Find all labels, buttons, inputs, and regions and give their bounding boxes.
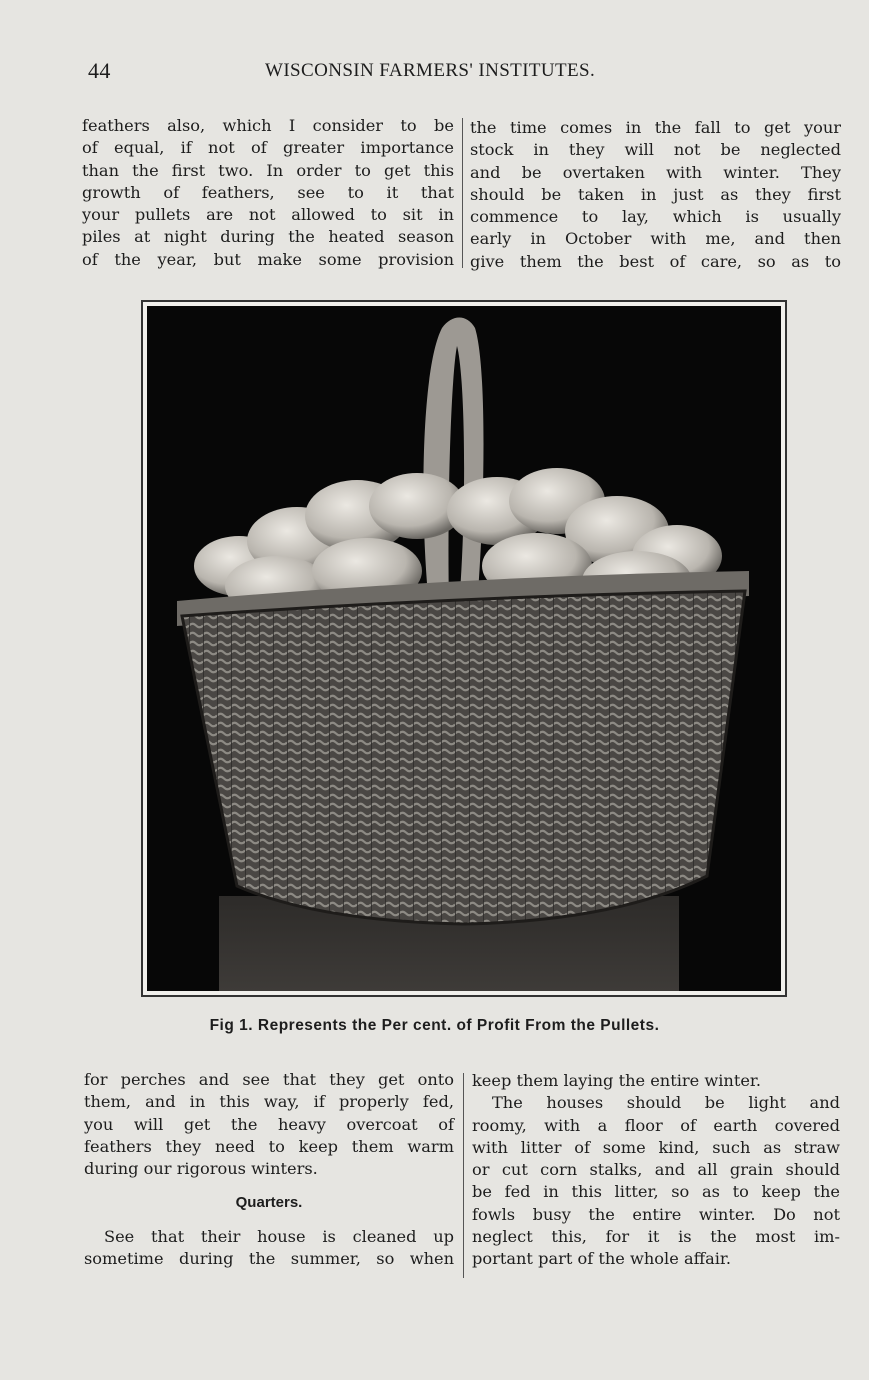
text-line: during our rigorous winters. bbox=[84, 1159, 318, 1179]
text-column-bottom-left bbox=[84, 1069, 454, 1270]
text-line: early in October with me, and then bbox=[470, 229, 841, 249]
column-divider bbox=[463, 1073, 464, 1278]
running-head: WISCONSIN FARMERS' INSTITUTES. bbox=[265, 60, 596, 81]
text-line: give them the best of care, so as to bbox=[470, 251, 841, 271]
text-line: portant part of the whole affair. bbox=[472, 1249, 732, 1269]
text-line: feathers also, which I consider to be bbox=[82, 116, 454, 135]
egg-basket-illustration bbox=[147, 306, 781, 991]
text-column-top-left bbox=[82, 115, 454, 271]
egg-basket-photo bbox=[147, 306, 781, 991]
text-line: See that their house is cleaned up bbox=[104, 1226, 454, 1246]
text-line: roomy, with a floor of earth covered bbox=[472, 1115, 840, 1135]
text-line: keep them laying the entire winter. bbox=[472, 1071, 762, 1090]
text-line: be fed in this litter, so as to keep the bbox=[472, 1182, 840, 1202]
text-line: and be overtaken with winter. They bbox=[470, 162, 841, 182]
figure-caption: Fig 1. Represents the Per cent. of Profit From the Pullets. bbox=[209, 1017, 660, 1034]
column-divider bbox=[462, 118, 463, 268]
text-line: neglect this, for it is the most im- bbox=[472, 1227, 840, 1247]
text-line: stock in they will not be neglected bbox=[470, 140, 841, 160]
text-line: fowls busy the entire winter. Do not bbox=[472, 1204, 840, 1224]
text-line: feathers they need to keep them warm bbox=[84, 1136, 454, 1156]
text-line: the time comes in the fall to get your bbox=[470, 118, 841, 137]
text-line: sometime during the summer, so when bbox=[84, 1249, 454, 1269]
text-line: them, and in this way, if properly fed, bbox=[84, 1092, 454, 1112]
text-column-top-right bbox=[470, 117, 841, 273]
text-line: of equal, if not of greater importance bbox=[82, 138, 454, 158]
text-line: with litter of some kind, such as straw bbox=[472, 1137, 840, 1157]
text-line: than the first two. In order to get this bbox=[82, 160, 454, 180]
page-number: 44 bbox=[88, 58, 111, 83]
text-line: piles at night during the heated season bbox=[82, 227, 454, 247]
text-line: of the year, but make some provision bbox=[82, 249, 454, 269]
text-line: you will get the heavy overcoat of bbox=[84, 1114, 454, 1134]
text-line: commence to lay, which is usually bbox=[470, 207, 841, 227]
text-line: growth of feathers, see to it that bbox=[82, 182, 454, 202]
text-line: or cut corn stalks, and all grain should bbox=[472, 1160, 840, 1180]
figure-photo-frame bbox=[141, 300, 787, 997]
section-heading: Quarters. bbox=[235, 1194, 303, 1212]
text-line: for perches and see that they get onto bbox=[84, 1070, 454, 1089]
text-line: your pullets are not allowed to sit in bbox=[82, 205, 454, 225]
text-line: The houses should be light and bbox=[492, 1093, 840, 1113]
text-line: should be taken in just as they first bbox=[470, 184, 841, 204]
text-column-bottom-right bbox=[472, 1070, 840, 1271]
